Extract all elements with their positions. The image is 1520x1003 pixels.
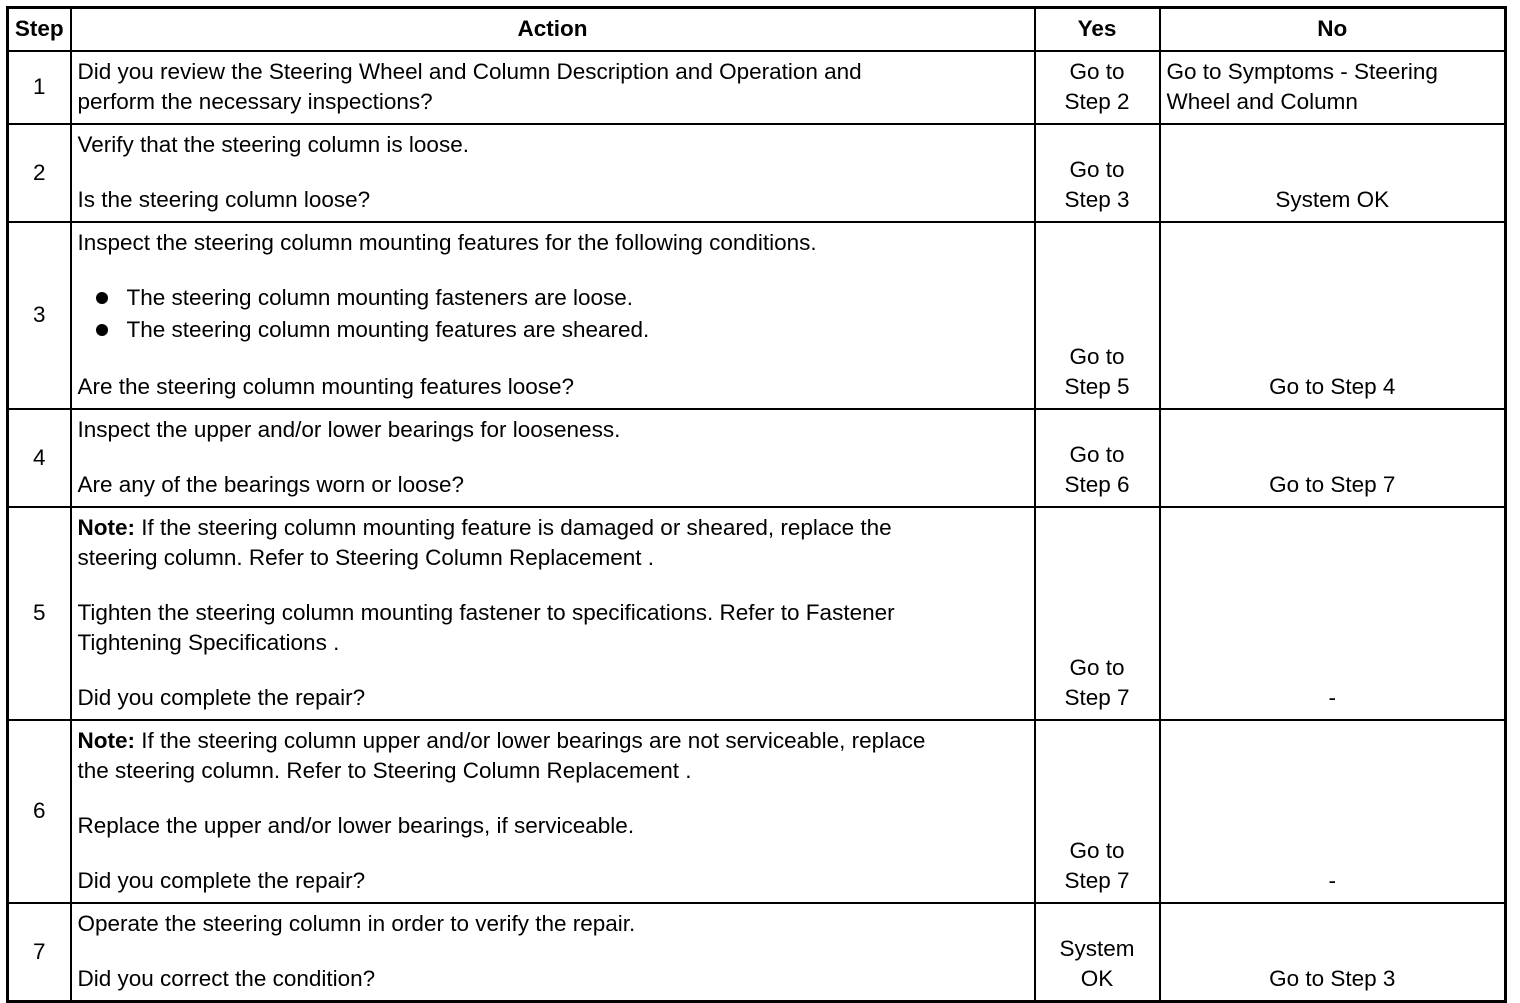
table-row <box>8 720 1506 903</box>
action-instruction: Verify that the steering column is loose. <box>77 131 469 157</box>
note-text <box>78 513 1028 543</box>
bullet-text: The steering column mounting features are sheared. <box>126 316 650 342</box>
note-text <box>78 726 1028 756</box>
no-link[interactable]: Wheel and Column <box>1166 88 1358 114</box>
yes-link[interactable]: System <box>1059 935 1135 961</box>
bullet-text: The steering column mounting fasteners are loose. <box>126 284 634 310</box>
no-cell <box>1160 51 1506 124</box>
no-cell: - <box>1160 720 1506 903</box>
yes-cell <box>1035 409 1160 507</box>
yes-cell <box>1035 124 1160 222</box>
header-step: Step <box>8 8 71 51</box>
no-cell: - <box>1160 507 1506 720</box>
list-item <box>78 283 1028 315</box>
action-cell <box>71 903 1035 1002</box>
yes-cell <box>1035 903 1160 1002</box>
no-cell[interactable]: Go to Step 4 <box>1160 222 1506 409</box>
action-text: Did you review the Steering Wheel and Column Description and Operation and <box>77 58 862 84</box>
table-row <box>8 51 1506 124</box>
note-text: the steering column. Refer to Steering Column Replacement . <box>77 757 692 783</box>
yes-cell <box>1035 51 1160 124</box>
action-question: Did you complete the repair? <box>77 684 366 710</box>
action-instruction: Inspect the steering column mounting features for the following conditions. <box>77 229 817 255</box>
yes-link[interactable]: Go to <box>1069 837 1125 863</box>
no-cell[interactable]: System OK <box>1160 124 1506 222</box>
note-label: Note: <box>77 514 135 540</box>
action-cell <box>71 222 1035 409</box>
yes-link[interactable]: Go to <box>1069 441 1125 467</box>
note-body: If the steering column upper and/or lower bearings are not serviceable, replace <box>135 727 926 753</box>
step-number: 5 <box>8 507 71 720</box>
yes-link[interactable]: OK <box>1080 965 1114 991</box>
yes-link[interactable]: Go to <box>1069 654 1125 680</box>
yes-link[interactable]: Go to <box>1069 156 1125 182</box>
action-question: Did you complete the repair? <box>77 867 366 893</box>
step-number: 4 <box>8 409 71 507</box>
list-item <box>78 315 1028 347</box>
yes-cell <box>1035 222 1160 409</box>
yes-link[interactable]: Step 2 <box>1064 89 1130 114</box>
table-row <box>8 222 1506 409</box>
yes-cell <box>1035 720 1160 903</box>
header-row <box>8 8 1506 51</box>
action-instruction: Tightening Specifications . <box>77 629 340 655</box>
action-instruction: Inspect the upper and/or lower bearings for looseness. <box>77 416 621 442</box>
bullet-icon <box>96 292 108 304</box>
note-label: Note: <box>77 727 135 753</box>
no-cell[interactable]: Go to Step 7 <box>1160 409 1506 507</box>
action-question: Is the steering column loose? <box>77 186 371 212</box>
header-action: Action <box>71 8 1035 51</box>
bullet-icon <box>96 324 108 336</box>
step-number: 2 <box>8 124 71 222</box>
condition-list <box>78 283 1028 347</box>
table-row <box>8 903 1506 1002</box>
action-cell <box>71 507 1035 720</box>
diagnostic-table <box>6 6 1507 1003</box>
action-question: Did you correct the condition? <box>77 965 376 991</box>
action-question: Are any of the bearings worn or loose? <box>77 471 464 497</box>
action-cell <box>71 51 1035 124</box>
step-number: 7 <box>8 903 71 1002</box>
action-cell <box>71 720 1035 903</box>
action-instruction: Replace the upper and/or lower bearings, if serviceable. <box>77 812 635 838</box>
action-cell <box>71 124 1035 222</box>
yes-link[interactable]: Step 3 <box>1064 186 1130 212</box>
table-row <box>8 124 1506 222</box>
action-instruction: Operate the steering column in order to verify the repair. <box>77 910 636 936</box>
yes-link[interactable]: Step 5 <box>1064 373 1130 399</box>
step-number: 3 <box>8 222 71 409</box>
step-number: 6 <box>8 720 71 903</box>
note-body: If the steering column mounting feature is damaged or sheared, replace the <box>135 514 892 540</box>
action-cell <box>71 409 1035 507</box>
table-row <box>8 507 1506 720</box>
no-link[interactable]: Go to Symptoms - Steering <box>1166 58 1438 84</box>
no-cell[interactable]: Go to Step 3 <box>1160 903 1506 1002</box>
yes-link[interactable]: Step 6 <box>1064 471 1130 497</box>
step-number: 1 <box>8 51 71 124</box>
action-text: perform the necessary inspections? <box>77 88 433 114</box>
table-row <box>8 409 1506 507</box>
yes-link[interactable]: Go to <box>1069 343 1125 369</box>
header-yes: Yes <box>1035 8 1160 51</box>
yes-cell <box>1035 507 1160 720</box>
yes-link[interactable]: Step 7 <box>1064 684 1130 710</box>
note-text: steering column. Refer to Steering Column Replacement . <box>77 544 655 570</box>
yes-link[interactable]: Go to <box>1069 59 1125 84</box>
action-question: Are the steering column mounting features loose? <box>77 373 575 399</box>
header-no: No <box>1160 8 1506 51</box>
yes-link[interactable]: Step 7 <box>1064 867 1130 893</box>
action-instruction: Tighten the steering column mounting fastener to specifications. Refer to Fastener <box>77 599 895 625</box>
